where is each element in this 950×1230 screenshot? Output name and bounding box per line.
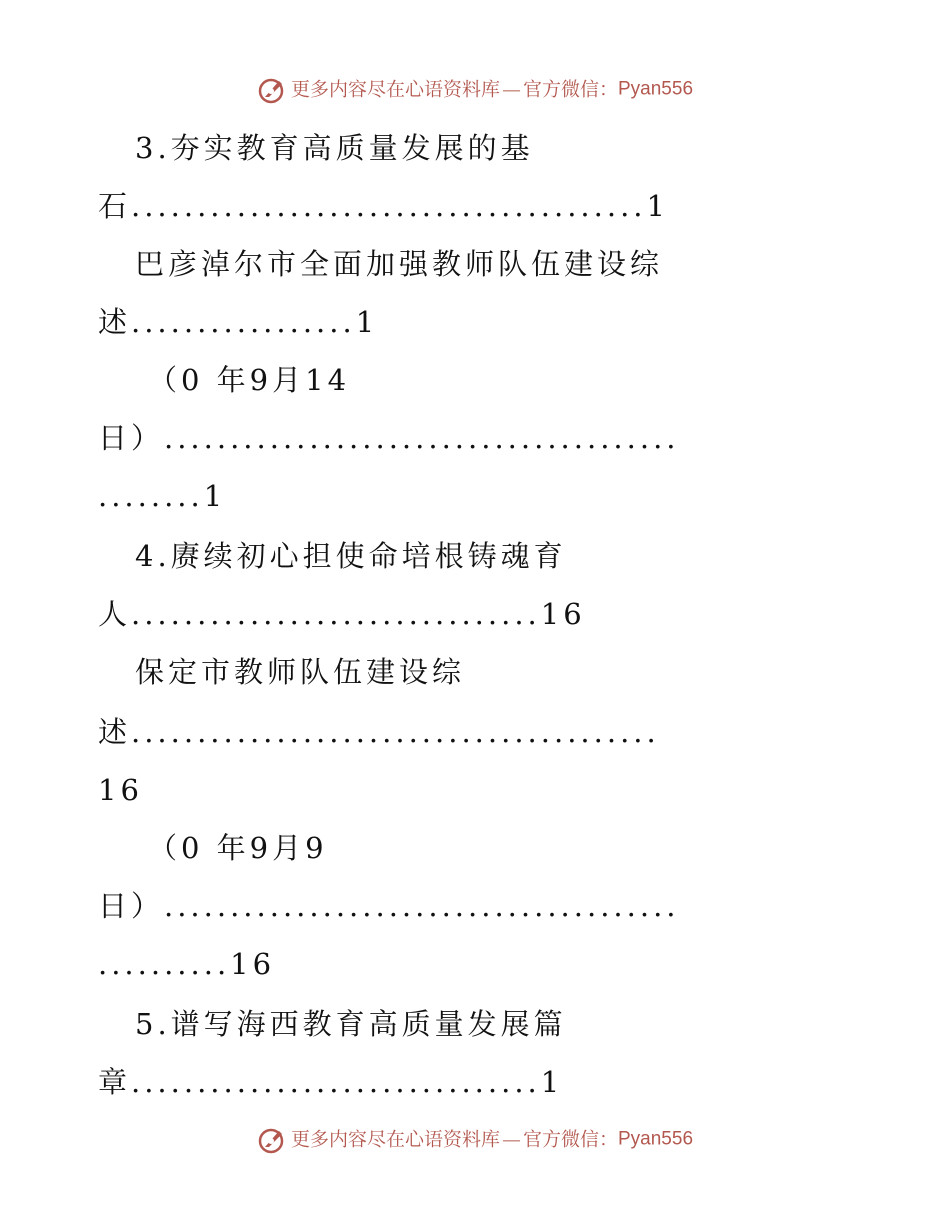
watermark-text: 更多内容尽在心语资料库	[290, 1128, 500, 1151]
toc-entry-page: 石.......................................1	[98, 189, 669, 223]
toc-entry-page: 述.................1	[98, 305, 379, 339]
watermark-wechat-id: Pyan556	[618, 1128, 694, 1150]
watermark-footer	[0, 1124, 950, 1154]
toc-entry-dots: 述........................................	[98, 715, 660, 749]
watermark-header	[0, 74, 950, 104]
feather-pen-circle-icon	[257, 1125, 287, 1155]
watermark-text: 更多内容尽在心语资料库	[290, 78, 500, 101]
toc-heading-4: 4.赓续初心担使命培根铸魂育	[135, 539, 567, 573]
toc-entry-dots: 日）.......................................	[98, 421, 680, 455]
toc-heading-5: 5.谱写海西教育高质量发展篇	[135, 1007, 567, 1041]
watermark-separator: —	[501, 78, 521, 101]
toc-entry-page: ........1	[98, 479, 227, 513]
toc-entry-page: 章...............................1	[98, 1065, 564, 1099]
feather-pen-circle-icon	[257, 75, 287, 105]
toc-entry-dots: 日）.......................................	[98, 889, 680, 923]
watermark-wechat-label: 官方微信：	[522, 78, 618, 101]
toc-entry-page: 16	[98, 773, 143, 807]
toc-subheading: 巴彦淖尔市全面加强教师队伍建设综	[135, 247, 664, 281]
toc-subheading: 保定市教师队伍建设综	[135, 655, 466, 689]
toc-date: （0 年9月14	[148, 363, 351, 397]
toc-entry-page: 人...............................16	[98, 597, 586, 631]
watermark-wechat-id: Pyan556	[618, 78, 694, 100]
watermark-separator: —	[501, 1128, 521, 1151]
toc-heading-3: 3.夯实教育高质量发展的基	[135, 131, 534, 165]
toc-entry-page: ..........16	[98, 947, 276, 981]
watermark-wechat-label: 官方微信：	[522, 1128, 618, 1151]
toc-date: （0 年9月9	[148, 831, 328, 865]
